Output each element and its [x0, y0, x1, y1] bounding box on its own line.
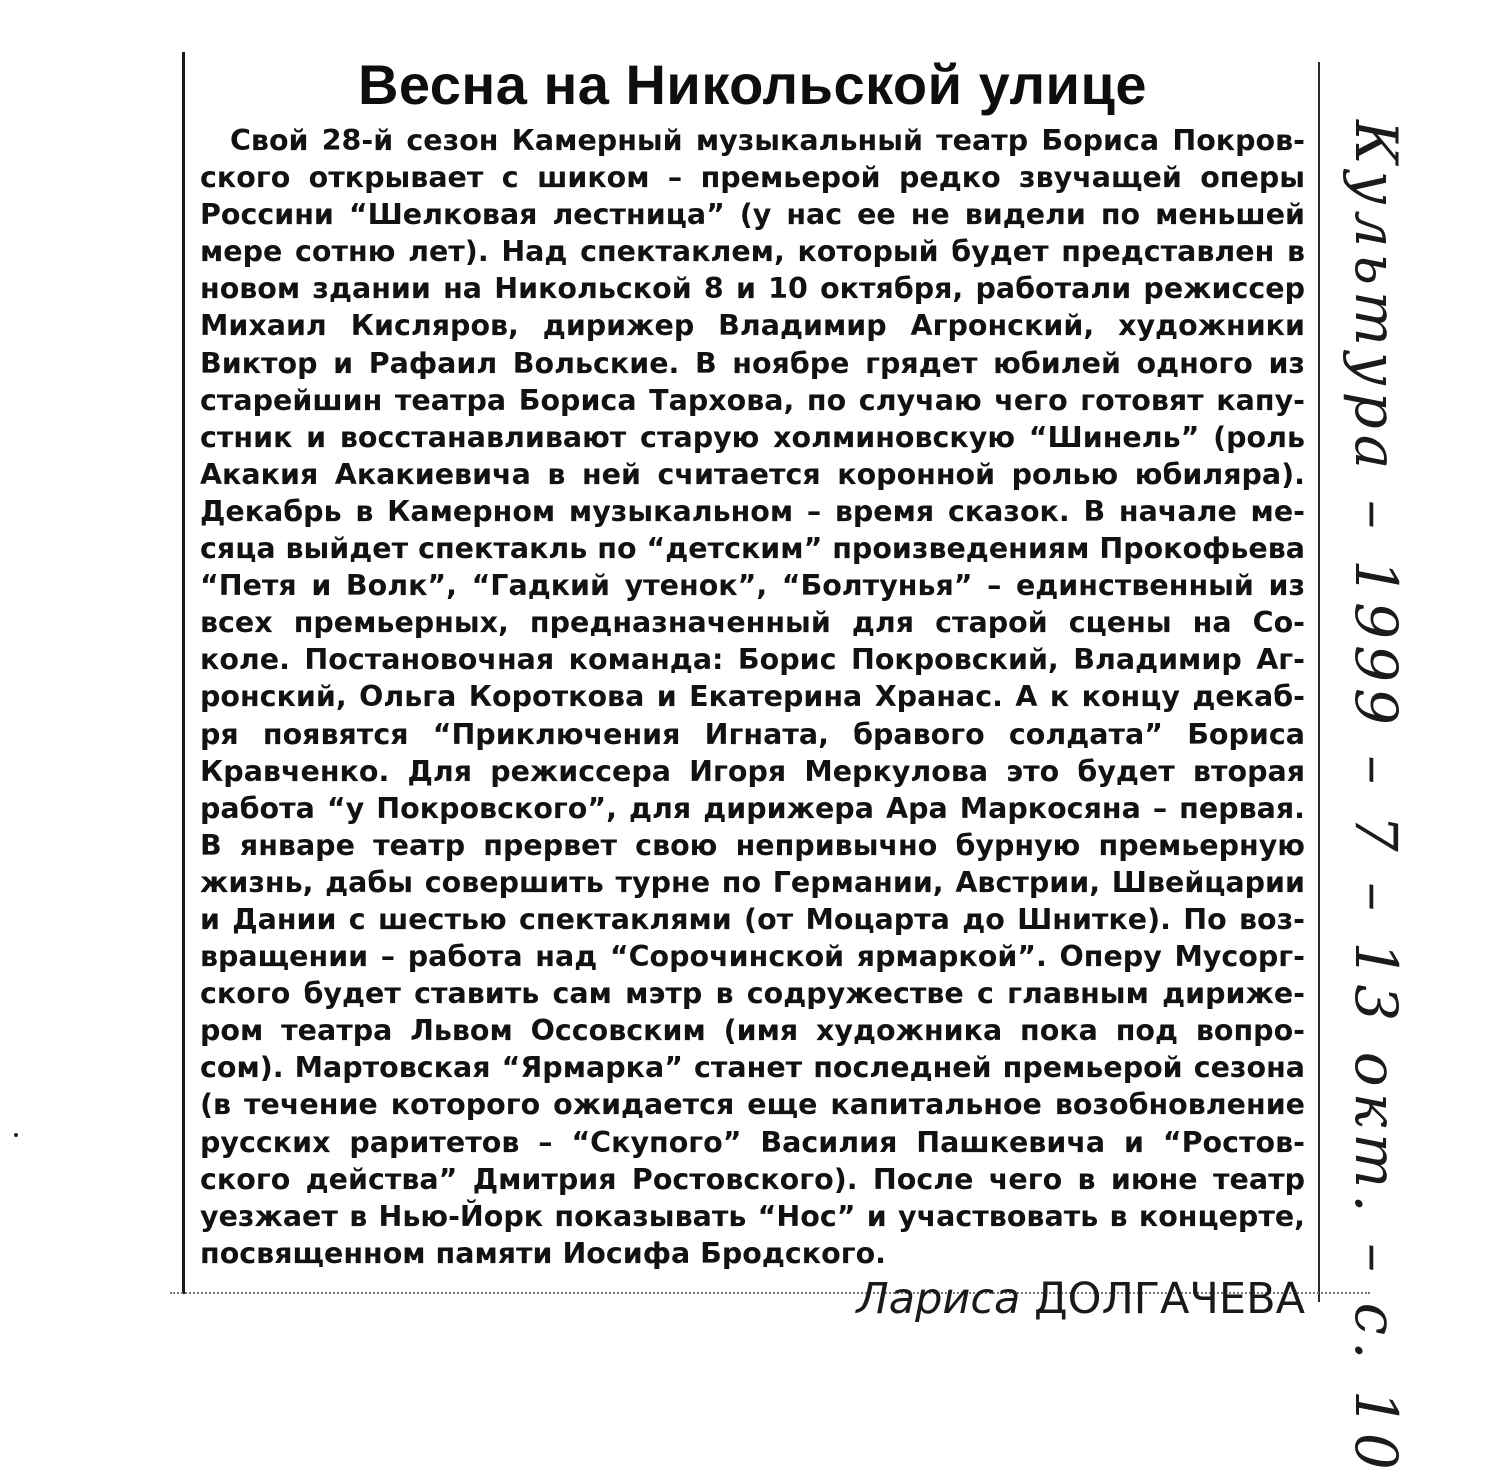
byline-last-name: ДОЛГАЧЕВА — [1034, 1274, 1305, 1324]
byline-first-name: Лариса — [856, 1274, 1021, 1324]
article — [200, 52, 1305, 1324]
article-byline — [856, 1274, 1305, 1324]
article-body: Свой 28-й сезон Камерный музыкальный театр Бориса Покровского открывает с шиком – премьерой редко звучащей оперы Россини “Шелковая лестница” (у нас ее не видели по меньшей мере сотню лет). Над спектаклем, который будет представлен в новом здании на Никольской 8 и 10 октября, работали режиссер Михаил Кисляров, дирижер Владимир Агронский, художники Виктор и Рафаил Вольские. В ноябре грядет юбилей одного из старейшин театра Бориса Тархова, по случаю чего готовят капустник и восстанавливают старую холминовскую “Шинель” (роль Акакия Акакиевича в ней считается коронной ролью юбиляра). Декабрь в Камерном музыкальном – время сказок. В начале месяца выйдет спектакль по “детским” произведениям Прокофьева “Петя и Волк”, “Гадкий утенок”, “Болтунья” – единственный из всех премьерных, предназначенный для старой сцены на Соколе. Постановочная команда: Борис Покровский, Владимир Агронский, Ольга Короткова и Екатерина Хранас. А к концу декабря появятся “Приключения Игната, бравого солдата” Бориса Кравченко. Для режиссера Игоря Меркулова это будет вторая работа “у Покровского”, для дирижера Ара Маркосяна – первая. В январе театр прервет свою непривычно бурную премьерную жизнь, дабы совершить турне по Германии, Австрии, Швейцарии и Дании с шестью спектаклями (от Моцарта до Шнитке). По возвращении – работа над “Сорочинской ярмаркой”. Оперу Мусоргского будет ставить сам мэтр в содружестве с главным дирижером театра Львом Оссовским (имя художника пока под вопросом). Мартовская “Ярмарка” станет последней премьерой сезона (в течение которого ожидается еще капитальное возобновление русских раритетов – “Скупого” Василия Пашкевича и “Ростовского действа” Дмитрия Ростовского). После чего в июне театр уезжает в Нью-Йорк показывать “Нос” и участвовать в концерте, посвященном памяти Иосифа Бродского. — [200, 124, 1305, 1270]
right-column-rule — [1318, 62, 1320, 1302]
left-column-rule — [182, 52, 185, 1294]
handwritten-source-note: Культура – 1999 – 7 – 13 окт. – с. 10 — [1342, 120, 1410, 1476]
scan-speck — [14, 1133, 18, 1137]
article-headline: Весна на Никольской улице — [357, 53, 1148, 116]
